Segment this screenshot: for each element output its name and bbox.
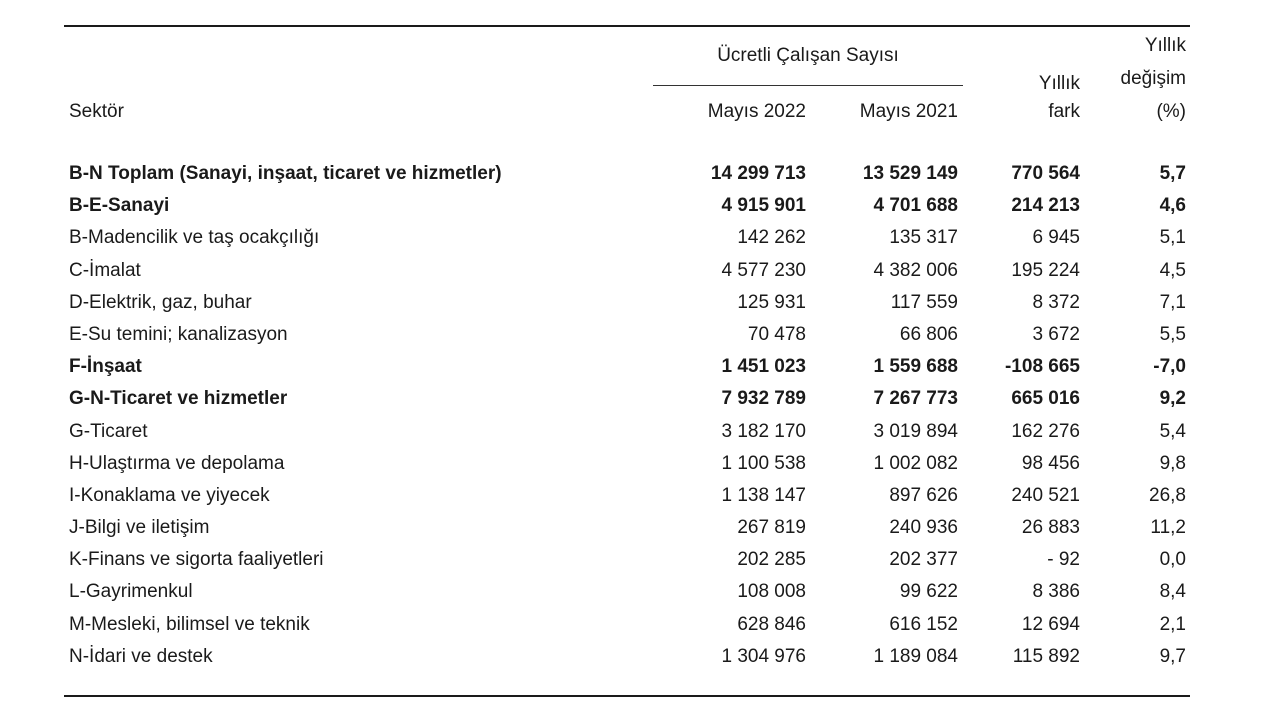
row-value-annual-change: 0,0 [1159,549,1186,571]
row-value-annual-change: 4,6 [1159,195,1186,217]
header-col-annual-change-line2: değişim [1120,68,1186,89]
header-sector: Sektör [69,101,124,122]
row-value-may-2021: 1 002 082 [873,452,958,474]
row-value-annual-diff: -108 665 [1004,356,1080,378]
row-sector-label: N-İdari ve destek [69,645,213,667]
row-value-may-2022: 1 304 976 [721,645,806,667]
row-sector-label: I-Konaklama ve yiyecek [69,484,270,506]
row-value-may-2022: 14 299 713 [710,163,806,184]
table-row [0,158,1280,190]
table-row [0,544,1280,576]
row-value-may-2022: 1 451 023 [721,356,806,378]
row-sector-label: F-İnşaat [69,356,142,378]
row-value-annual-diff: 770 564 [1011,163,1080,184]
row-sector-label: J-Bilgi ve iletişim [69,517,210,539]
table-bottom-rule [64,695,1190,697]
row-value-may-2021: 4 701 688 [873,195,958,217]
row-value-may-2022: 267 819 [737,517,806,539]
row-value-annual-change: 9,8 [1159,452,1186,474]
row-sector-label: E-Su temini; kanalizasyon [69,323,288,345]
row-sector-label: C-İmalat [69,259,141,281]
header-col-annual-change-line3: (%) [1156,101,1186,122]
row-value-may-2022: 7 932 789 [721,388,806,410]
row-value-may-2022: 628 846 [737,613,806,635]
row-value-annual-diff: 162 276 [1011,420,1080,442]
row-sector-label: D-Elektrik, gaz, buhar [69,291,252,313]
row-value-annual-diff: 12 694 [1021,613,1080,635]
row-value-may-2022: 4 915 901 [721,195,806,217]
row-value-may-2021: 66 806 [899,323,958,345]
row-value-may-2021: 13 529 149 [862,163,958,184]
row-value-may-2021: 897 626 [889,484,958,506]
table-row [0,351,1280,383]
row-value-may-2022: 202 285 [737,549,806,571]
row-sector-label: B-N Toplam (Sanayi, inşaat, ticaret ve hizmetler) [69,163,502,184]
header-col-annual-change-line1: Yıllık [1144,35,1186,56]
row-sector-label: B-Madencilik ve taş ocakçılığı [69,227,320,249]
row-value-may-2022: 1 100 538 [721,452,806,474]
row-value-may-2022: 70 478 [747,323,806,345]
row-value-may-2022: 108 008 [737,581,806,603]
row-value-annual-diff: 98 456 [1021,452,1080,474]
row-value-may-2021: 7 267 773 [873,388,958,410]
row-value-may-2021: 4 382 006 [873,259,958,281]
table-row [0,480,1280,512]
row-value-annual-change: -7,0 [1153,356,1186,378]
row-value-may-2021: 240 936 [889,517,958,539]
header-group-label: Ücretli Çalışan Sayısı [717,45,899,66]
row-value-may-2021: 99 622 [899,581,958,603]
row-sector-label: H-Ulaştırma ve depolama [69,452,285,474]
table-row [0,319,1280,351]
table-row [0,190,1280,222]
row-sector-label: B-E-Sanayi [69,195,170,217]
row-value-annual-diff: 240 521 [1011,484,1080,506]
row-value-annual-change: 4,5 [1159,259,1186,281]
table-row [0,255,1280,287]
row-value-annual-diff: 26 883 [1021,517,1080,539]
row-sector-label: L-Gayrimenkul [69,581,193,603]
row-value-annual-change: 5,7 [1159,163,1186,184]
header-col-annual-diff-line1: Yıllık [1038,73,1080,94]
row-value-annual-diff: - 92 [1047,549,1080,571]
row-value-may-2022: 4 577 230 [721,259,806,281]
row-sector-label: G-N-Ticaret ve hizmetler [69,388,288,410]
row-value-annual-change: 9,7 [1159,645,1186,667]
table-row [0,383,1280,415]
row-value-may-2022: 3 182 170 [721,420,806,442]
row-value-annual-diff: 3 672 [1032,323,1080,345]
row-sector-label: K-Finans ve sigorta faaliyetleri [69,549,324,571]
table-row [0,641,1280,673]
row-value-may-2021: 117 559 [890,291,958,313]
table-row [0,222,1280,254]
row-value-may-2021: 1 559 688 [873,356,958,378]
row-value-annual-change: 8,4 [1159,581,1186,603]
table-row [0,512,1280,544]
header-col-annual-diff-line2: fark [1048,101,1080,122]
row-value-may-2021: 616 152 [889,613,958,635]
row-value-annual-diff: 665 016 [1011,388,1080,410]
header-col-may-2021: Mayıs 2021 [859,101,958,122]
table-row [0,287,1280,319]
row-value-annual-change: 2,1 [1159,613,1186,635]
header-col-may-2022: Mayıs 2022 [707,101,806,122]
row-value-may-2021: 3 019 894 [873,420,958,442]
row-value-annual-change: 7,1 [1159,291,1186,313]
row-value-annual-diff: 214 213 [1011,195,1080,217]
row-value-annual-change: 11,2 [1150,517,1186,539]
row-sector-label: G-Ticaret [69,420,148,442]
table-row [0,448,1280,480]
row-value-may-2022: 125 931 [737,291,806,313]
table-row [0,416,1280,448]
row-value-annual-change: 9,2 [1159,388,1186,410]
row-sector-label: M-Mesleki, bilimsel ve teknik [69,613,310,635]
row-value-annual-change: 26,8 [1149,484,1186,506]
table-row [0,609,1280,641]
row-value-annual-diff: 6 945 [1032,227,1080,249]
table-body [0,158,1280,673]
row-value-may-2021: 135 317 [889,227,958,249]
row-value-annual-change: 5,1 [1159,227,1186,249]
row-value-annual-diff: 195 224 [1011,259,1080,281]
row-value-may-2021: 202 377 [889,549,958,571]
header-group-rule [653,85,963,86]
row-value-annual-change: 5,4 [1159,420,1186,442]
row-value-may-2021: 1 189 084 [873,645,958,667]
row-value-annual-diff: 8 372 [1032,291,1080,313]
table-top-rule [64,25,1190,27]
row-value-annual-diff: 115 892 [1012,645,1080,667]
row-value-may-2022: 142 262 [737,227,806,249]
row-value-may-2022: 1 138 147 [721,484,806,506]
row-value-annual-diff: 8 386 [1032,581,1080,603]
row-value-annual-change: 5,5 [1159,323,1186,345]
table-row [0,576,1280,608]
